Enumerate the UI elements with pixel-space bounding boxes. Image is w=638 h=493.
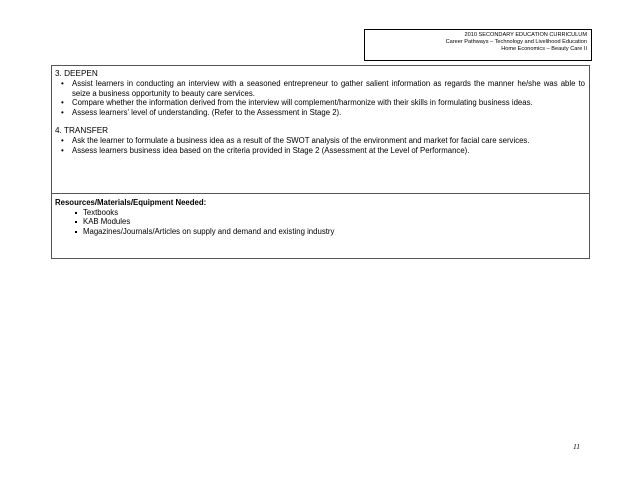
deepen-title: 3. DEEPEN: [55, 69, 98, 78]
header-line-2: Career Pathways – Technology and Livelihood Education: [445, 39, 587, 45]
list-item: KAB Modules: [55, 217, 585, 227]
list-item: • Assess learners' level of understanding. (Refer to the Assessment in Stage 2).: [55, 108, 585, 118]
resources-title: Resources/Materials/Equipment Needed:: [55, 198, 207, 207]
list-item: • Compare whether the information derived from the interview will complement/harmonize with their skills in formulating business ideas.: [55, 98, 585, 108]
activities-section: [52, 66, 589, 194]
list-item: • Ask the learner to formulate a business idea as a result of the SWOT analysis of the environment and market for facial care services.: [55, 136, 585, 146]
list-item: Magazines/Journals/Articles on supply and demand and existing industry: [55, 227, 585, 237]
list-item: • Assist learners in conducting an interview with a seasoned entrepreneur to gather salient information as regards the manner he/she was able to seize a business opportunity to beauty care services.: [55, 79, 585, 98]
lesson-content-box: [51, 65, 590, 259]
list-item: Textbooks: [55, 208, 585, 218]
deepen-list: [55, 79, 585, 117]
curriculum-header: [364, 29, 592, 61]
header-line-1: 2010 SECONDARY EDUCATION CURRICULUM: [464, 32, 587, 38]
transfer-title: 4. TRANSFER: [55, 126, 109, 136]
transfer-list: [55, 136, 585, 155]
list-item: • Assess learners business idea based on the criteria provided in Stage 2 (Assessment at the Level of Performance).: [55, 146, 585, 156]
resources-section: [52, 194, 589, 236]
header-line-3: Home Economics – Beauty Care II: [501, 46, 587, 52]
resources-list: [55, 208, 585, 237]
page-number: 11: [573, 442, 580, 451]
